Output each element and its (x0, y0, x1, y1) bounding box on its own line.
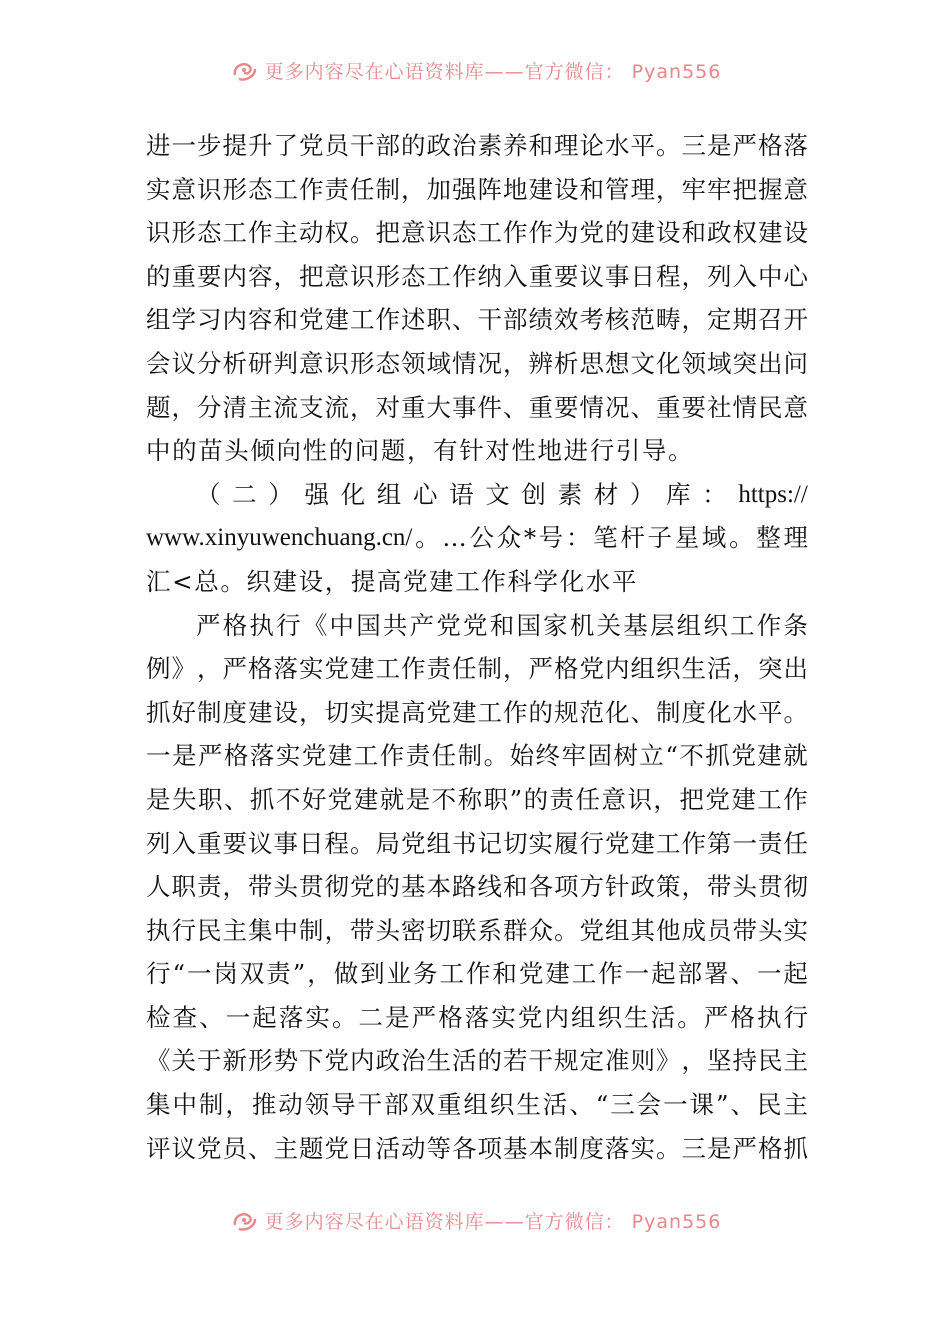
text-line: 组 学 习 内 容 和 党 建 工 作 述 职 、 干 部 绩 效 考 核 范 畴 ， 定 期 召 开 (146, 305, 808, 335)
text-line: 抓 好 制 度 建 设 ， 切 实 提 高 党 建 工 作 的 规 范 化 、 制 度 化 水 平 。 (146, 697, 808, 727)
footer-watermark (0, 1202, 950, 1238)
text-line: 人 职 责 ， 带 头 贯 彻 党 的 基 本 路 线 和 各 项 方 针 政 策 ， 带 头 贯 彻 (146, 872, 808, 902)
text-line: www.xinyuwenchuang.cn/ 。 … 公 众 * 号 ： 笔 杆 子 星 域 。 整 理 (146, 523, 808, 553)
text-line: 是 失 职 、 抓 不 好 党 建 就 是 不 称 职 ” 的 责 任 意 识 ， 把 党 建 工 作 (146, 784, 808, 814)
text-line: 中的苗头倾向性的问题，有针对性地进行引导。 (146, 436, 695, 466)
text-line: 进 一 步 提 升 了 党 员 干 部 的 政 治 素 养 和 理 论 水 平 。 三 是 严 格 落 (146, 131, 808, 160)
swirl-logo-icon (229, 57, 259, 83)
text-line: 集 中 制 ， 推 动 领 导 干 部 双 重 组 织 生 活 、 “ 三 会 一 课 ” 、 民 主 (146, 1090, 808, 1120)
text-line: 行 “ 一 岗 双 责 ” ， 做 到 业 务 工 作 和 党 建 工 作 一 起 部 署 、 一 起 (146, 959, 808, 989)
text-line: 评 议 党 员 、 主 题 党 日 活 动 等 各 项 基 本 制 度 落 实 。 三 是 严 格 抓 (146, 1133, 808, 1163)
watermark-text: 更多内容尽在心语资料库——官方微信： Pyan556 (264, 60, 722, 83)
text-line: 《 关 于 新 形 势 下 党 内 政 治 生 活 的 若 干 规 定 准 则 》 ， 坚 持 民 主 (146, 1046, 808, 1076)
watermark-text: 更多内容尽在心语资料库——官方微信： Pyan556 (264, 1210, 722, 1233)
text-line: 执 行 民 主 集 中 制 ， 带 头 密 切 联 系 群 众 。 党 组 其 他 成 员 带 头 实 (146, 915, 808, 945)
text-line: 识 形 态 工 作 主 动 权 。 把 意 识 态 工 作 作 为 党 的 建 设 和 政 权 建 设 (146, 218, 808, 248)
text-line: 例 》 ， 严 格 落 实 党 建 工 作 责 任 制 ， 严 格 党 内 组 织 生 活 ， 突 出 (146, 654, 808, 684)
text-line: 检 查 、 一 起 落 实 。 二 是 严 格 落 实 党 内 组 织 生 活 。 严 格 执 行 (146, 1002, 808, 1032)
header-watermark (0, 52, 950, 88)
text-line: 题 ， 分 清 主 流 支 流 ， 对 重 大 事 件 、 重 要 情 况 、 重 要 社 情 民 意 (146, 392, 808, 422)
text-line: 列 入 重 要 议 事 日 程 。 局 党 组 书 记 切 实 履 行 党 建 工 作 第 一 责 任 (146, 828, 808, 858)
text-line: 的 重 要 内 容 ， 把 意 识 形 态 工 作 纳 入 重 要 议 事 日 程 ， 列 入 中 心 (146, 261, 808, 291)
paragraph-first-line: 严 格 执 行 《 中 国 共 产 党 党 和 国 家 机 关 基 层 组 织 工 作 条 (196, 610, 808, 640)
text-line: 会 议 分 析 研 判 意 识 形 态 领 域 情 况 ， 辨 析 思 想 文 化 领 域 突 出 问 (146, 348, 808, 378)
section-heading-line: （ 二 ） 强 化 组 心 语 文 创 素 材 ） 库 ： https:// (196, 479, 808, 509)
text-line: 一 是 严 格 落 实 党 建 工 作 责 任 制 。 始 终 牢 固 树 立 “ 不 抓 党 建 就 (146, 741, 808, 771)
swirl-logo-icon (229, 1207, 259, 1233)
text-line: 实 意 识 形 态 工 作 责 任 制 ， 加 强 阵 地 建 设 和 管 理 ， 牢 牢 把 握 意 (146, 174, 808, 204)
section-heading-line: 汇<总。织建设，提高党建工作科学化水平 (146, 566, 638, 596)
document-body (146, 124, 808, 1170)
